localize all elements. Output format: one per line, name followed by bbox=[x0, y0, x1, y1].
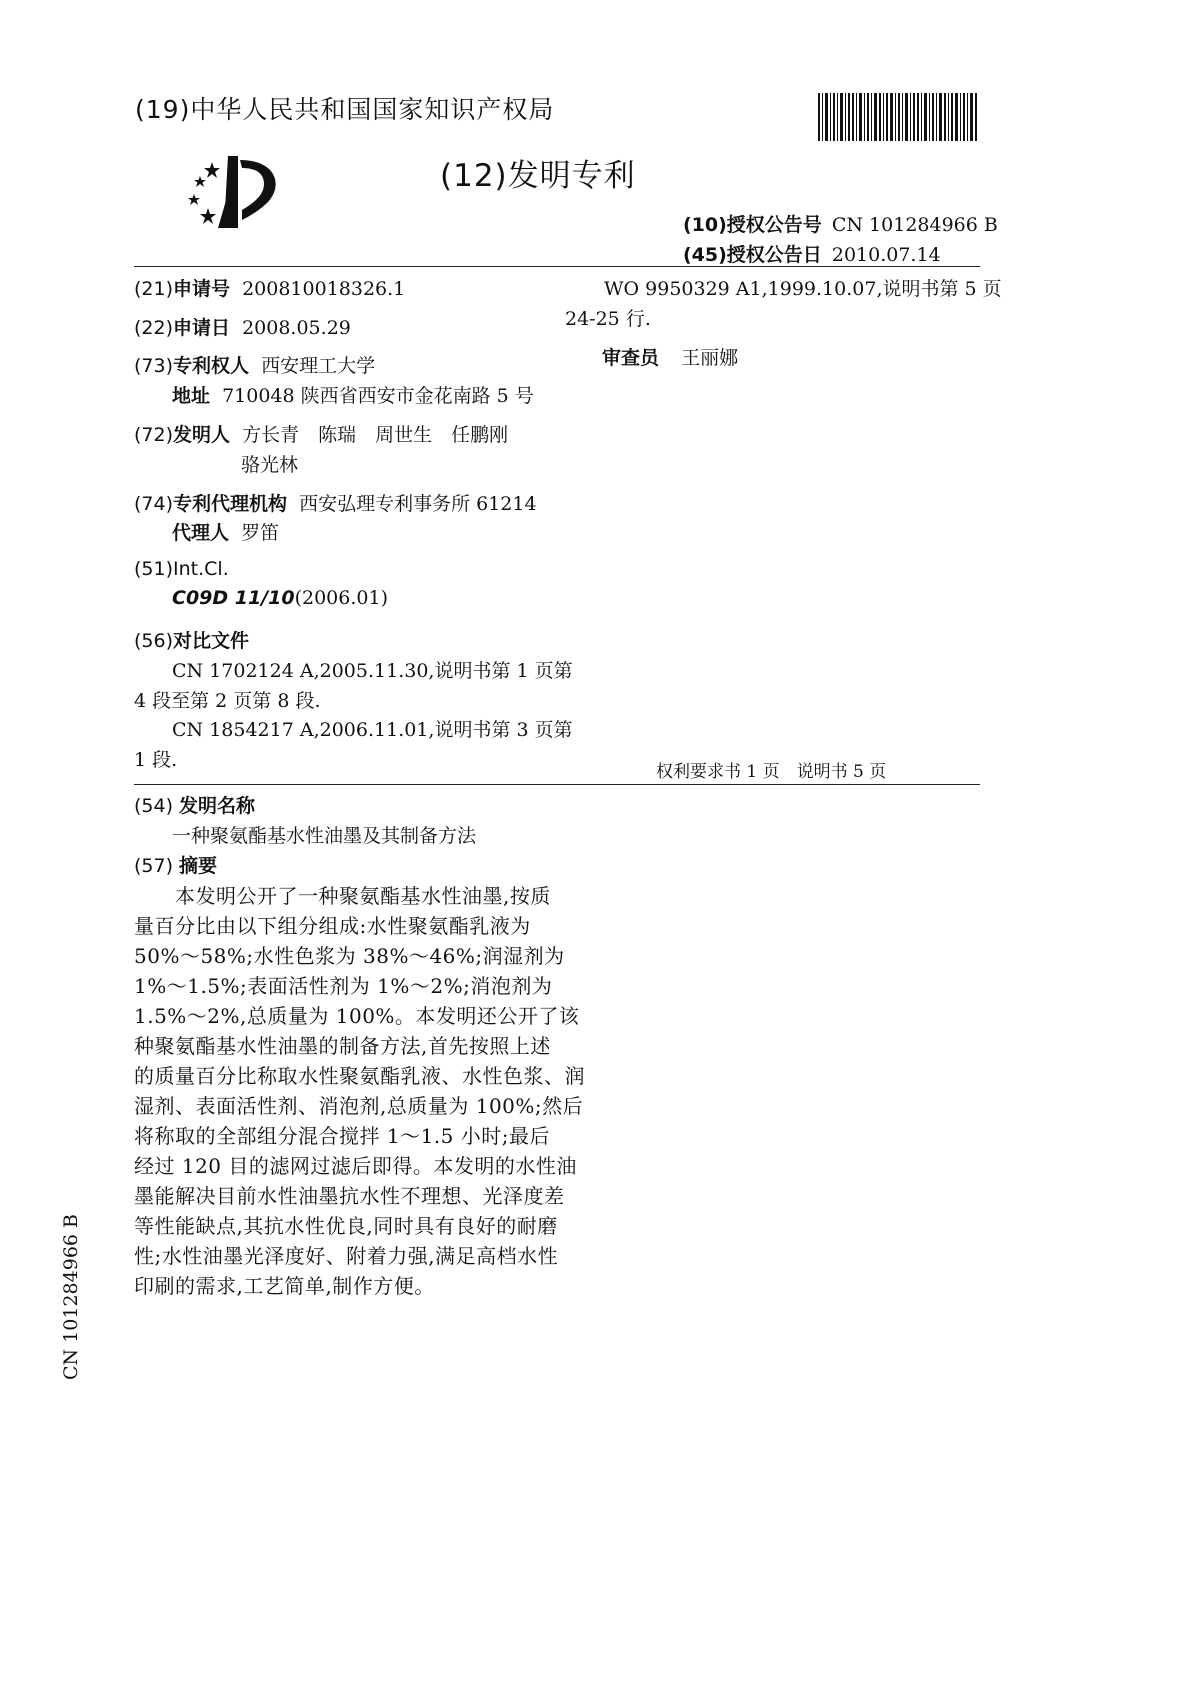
page-counts: 权利要求书 1 页 说明书 5 页 bbox=[656, 762, 887, 782]
abstract-line: 将称取的全部组分混合搅拌 1～1.5 小时;最后 bbox=[134, 1124, 550, 1148]
field-value: 西安弘理专利事务所 61214 bbox=[299, 493, 537, 515]
abstract-line: 50%～58%;水性色浆为 38%～46%;润湿剂为 bbox=[134, 944, 565, 968]
document-type: (12)发明专利 bbox=[440, 158, 636, 194]
field-label: 发明人 bbox=[173, 424, 231, 446]
field-label: 对比文件 bbox=[173, 630, 250, 652]
int-cl bbox=[134, 558, 229, 580]
patent-agency bbox=[134, 489, 537, 516]
abstract-line: 的质量百分比称取水性聚氨酯乳液、水性色浆、润 bbox=[134, 1064, 585, 1088]
agent bbox=[172, 518, 279, 545]
abstract-line: 性;水性油墨光泽度好、附着力强,满足高档水性 bbox=[134, 1244, 559, 1268]
abstract-line: 量百分比由以下组分组成:水性聚氨酯乳液为 bbox=[134, 914, 531, 938]
field-label: 专利代理机构 bbox=[173, 493, 288, 515]
abstract-line: 本发明公开了一种聚氨酯基水性油墨,按质 bbox=[134, 884, 551, 908]
abstract-line: 经过 120 目的滤网过滤后即得。本发明的水性油 bbox=[134, 1154, 577, 1178]
field-code: (51) bbox=[134, 558, 174, 580]
abstract-heading bbox=[134, 851, 217, 878]
abstract-line: 种聚氨酯基水性油墨的制备方法,首先按照上述 bbox=[134, 1034, 551, 1058]
abstract-line: 墨能解决目前水性油墨抗水性不理想、光泽度差 bbox=[134, 1184, 565, 1208]
field-label: 地址 bbox=[172, 385, 211, 407]
classification-year: (2006.01) bbox=[294, 587, 388, 609]
abstract-line: 1%～1.5%;表面活性剂为 1%～2%;消泡剂为 bbox=[134, 974, 553, 998]
inventors bbox=[134, 420, 508, 447]
publication-number-value: CN 101284966 B bbox=[831, 214, 998, 236]
field-code: (56) bbox=[134, 630, 174, 652]
publication-number bbox=[683, 210, 998, 237]
publication-date-value: 2010.07.14 bbox=[831, 244, 941, 266]
publication-date-label: (45)授权公告日 bbox=[683, 244, 822, 266]
address bbox=[172, 381, 534, 408]
field-code: (54) bbox=[134, 795, 174, 817]
field-code: (22) bbox=[134, 317, 174, 339]
header-divider bbox=[134, 266, 980, 267]
field-code: (72) bbox=[134, 424, 174, 446]
abstract-line: 印刷的需求,工艺简单,制作方便。 bbox=[134, 1274, 435, 1298]
field-label: 专利权人 bbox=[173, 355, 250, 377]
field-code: (73) bbox=[134, 355, 174, 377]
application-date bbox=[134, 313, 351, 340]
field-code: (74) bbox=[134, 493, 174, 515]
inventors-continued: 骆光林 bbox=[241, 454, 299, 476]
field-label: 代理人 bbox=[172, 522, 230, 544]
field-value: 方长青 陈瑞 周世生 任鹏刚 bbox=[242, 424, 509, 446]
field-code: (21) bbox=[134, 278, 174, 300]
publication-date bbox=[683, 240, 941, 267]
field-code: (57) bbox=[134, 855, 174, 877]
field-label: 摘要 bbox=[179, 855, 218, 877]
barcode-image bbox=[818, 93, 978, 141]
application-number bbox=[134, 274, 405, 301]
cited-document-line: CN 1854217 A,2006.11.01,说明书第 3 页第 bbox=[172, 719, 573, 741]
office-title: (19)中华人民共和国国家知识产权局 bbox=[135, 95, 555, 124]
field-value: 710048 陕西省西安市金花南路 5 号 bbox=[222, 385, 534, 407]
classification-code: C09D 11/10 bbox=[172, 587, 295, 609]
invention-title-heading bbox=[134, 791, 255, 818]
cited-document-line: CN 1702124 A,2005.11.30,说明书第 1 页第 bbox=[172, 660, 573, 682]
field-value: 西安理工大学 bbox=[261, 355, 376, 377]
cited-document-line: 24-25 行. bbox=[565, 308, 651, 330]
barcode bbox=[818, 93, 978, 141]
abstract-line: 等性能缺点,其抗水性优良,同时具有良好的耐磨 bbox=[134, 1214, 558, 1238]
field-label: 申请号 bbox=[173, 278, 231, 300]
publication-number-label: (10)授权公告号 bbox=[683, 214, 822, 236]
cited-document-line: WO 9950329 A1,1999.10.07,说明书第 5 页 bbox=[604, 278, 1002, 300]
abstract-line: 1.5%～2%,总质量为 100%。本发明还公开了该 bbox=[134, 1004, 580, 1028]
section-divider bbox=[134, 784, 980, 785]
office-logo bbox=[180, 150, 290, 232]
field-value: 200810018326.1 bbox=[242, 278, 406, 300]
field-label: 发明名称 bbox=[179, 795, 256, 817]
patentee bbox=[134, 351, 375, 378]
field-label: 审查员 bbox=[602, 347, 660, 369]
field-value: 王丽娜 bbox=[681, 347, 739, 369]
field-value: 2008.05.29 bbox=[242, 317, 351, 339]
logo-icon bbox=[180, 150, 290, 232]
examiner bbox=[602, 343, 738, 370]
cited-document-line: 4 段至第 2 页第 8 段. bbox=[134, 690, 321, 712]
cited-documents bbox=[134, 626, 249, 653]
field-label: 申请日 bbox=[173, 317, 231, 339]
cited-document-line: 1 段. bbox=[134, 749, 178, 771]
int-cl-class bbox=[172, 587, 388, 609]
field-value: 罗笛 bbox=[241, 522, 280, 544]
invention-title: 一种聚氨酯基水性油墨及其制备方法 bbox=[172, 825, 477, 847]
field-label: Int.Cl. bbox=[173, 558, 229, 580]
abstract-line: 湿剂、表面活性剂、消泡剂,总质量为 100%;然后 bbox=[134, 1094, 584, 1118]
side-publication-label: CN 101284966 B bbox=[60, 1214, 82, 1380]
